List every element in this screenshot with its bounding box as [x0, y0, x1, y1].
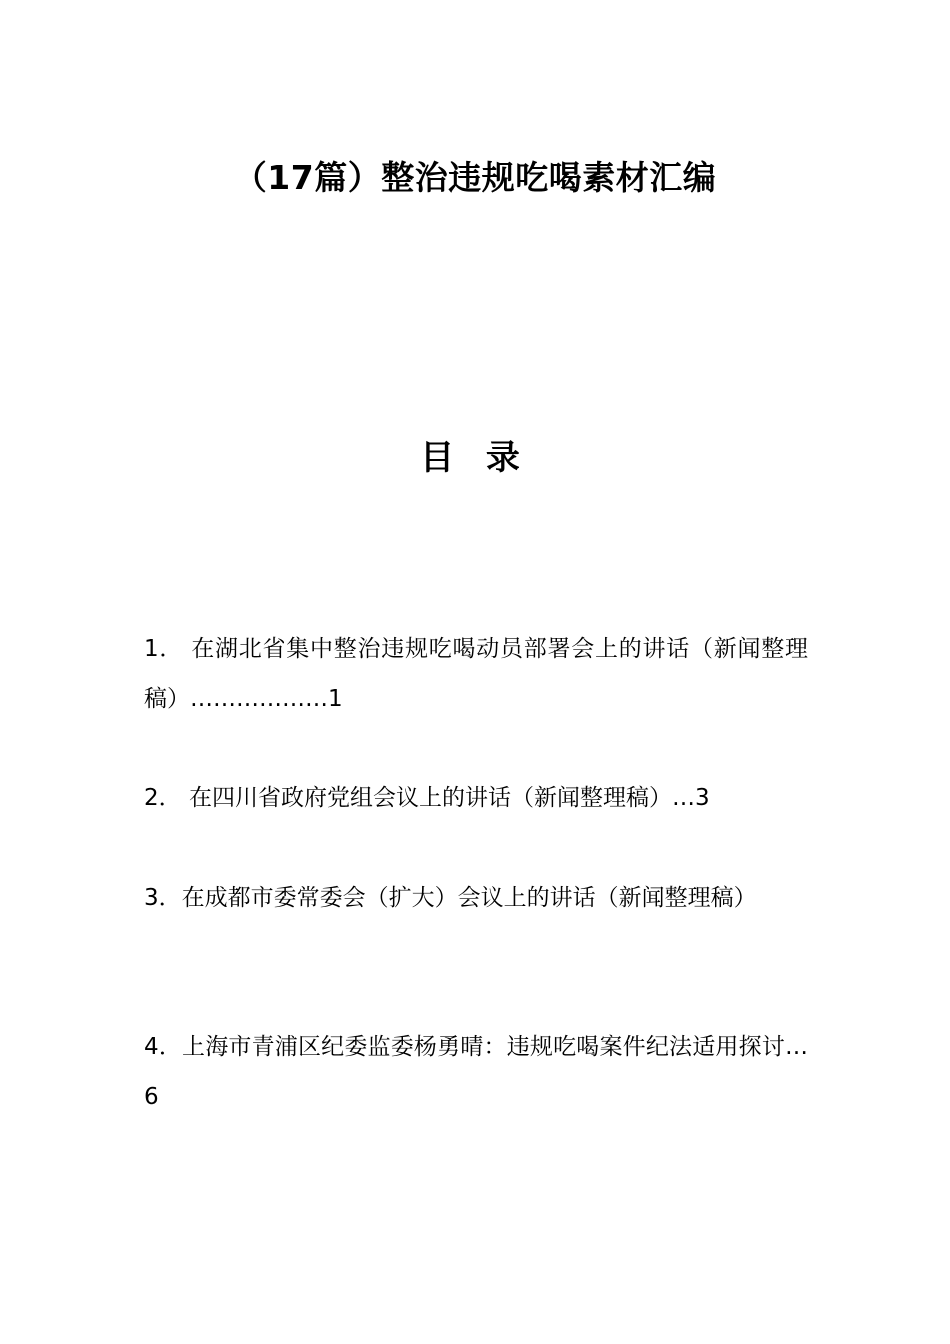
- toc-item[interactable]: 4．上海市青浦区纪委监委杨勇晴：违规吃喝案件纪法适用探讨…6: [144, 1034, 808, 1110]
- toc-heading: 目 录: [420, 438, 530, 478]
- document-title: （17篇）整治违规吃喝素材汇编: [233, 158, 717, 197]
- toc-item[interactable]: 1． 在湖北省集中整治违规吃喝动员部署会上的讲话（新闻整理稿）………………1: [144, 636, 808, 712]
- toc-item[interactable]: 3．在成都市委常委会（扩大）会议上的讲话（新闻整理稿）: [144, 885, 757, 911]
- toc-item[interactable]: 2． 在四川省政府党组会议上的讲话（新闻整理稿）…3: [144, 785, 710, 811]
